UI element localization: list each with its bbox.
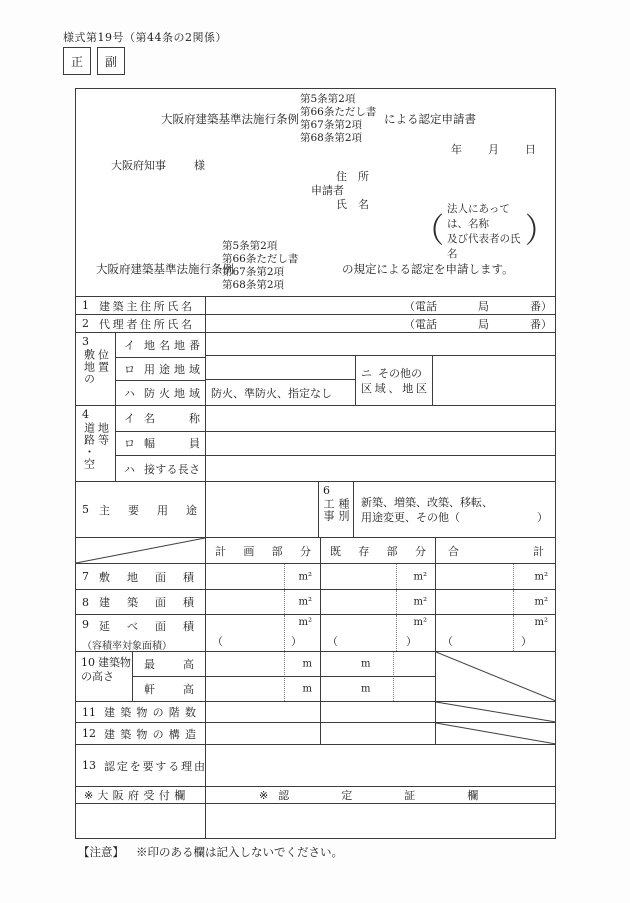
r4-section-cell — [76, 406, 116, 481]
r1-label-cell — [76, 297, 206, 314]
r8-number: 8 — [82, 595, 89, 609]
phone-open: （電話 — [404, 299, 437, 313]
unit-m2: m² — [298, 571, 312, 582]
r4-c-value-cell — [206, 455, 555, 481]
date-month-label: 月 — [488, 143, 499, 156]
receipt-label: 大阪府受付欄 — [97, 789, 186, 802]
r11-label: 建築物の階数 — [104, 706, 196, 719]
r4-a-value-cell — [206, 406, 555, 431]
r6-value-cell — [354, 482, 556, 537]
r4-c-label-cell — [116, 455, 205, 481]
unit-m2: m² — [413, 571, 427, 582]
r4-b-label: 幅員 — [144, 437, 200, 451]
r9-total-cell — [436, 615, 556, 651]
r1-phone-field — [404, 298, 556, 314]
r10-total-cell — [436, 652, 556, 701]
unit-m2: m² — [534, 596, 548, 608]
r6-label-cell — [319, 482, 354, 537]
r8-label-cell — [76, 590, 206, 614]
declaration-ordinance: 大阪府建築基準法施行条例 — [96, 262, 234, 276]
r4-b-key: ロ — [124, 437, 135, 451]
phone-exchange: 局 — [478, 317, 489, 331]
unit-m2: m² — [413, 617, 427, 628]
r5-label: 主要用途 — [99, 503, 197, 517]
date-field — [451, 141, 536, 157]
r3-d-label-cell — [356, 356, 433, 405]
table-row-12 — [76, 722, 555, 744]
r3-b-key: ロ — [124, 362, 135, 376]
table-row-3 — [76, 332, 555, 405]
r4-b-value-cell — [206, 431, 555, 456]
r2-value-cell — [206, 315, 556, 332]
r9-sublabel: （容積率対象面積） — [82, 641, 172, 652]
table-row-5-6 — [76, 481, 555, 537]
r10-eaves-label-cell: 軒高 — [133, 676, 205, 701]
r10-max-existing-cell — [321, 652, 435, 676]
col-header-existing: 既存部分 — [321, 538, 436, 563]
r4-value-area — [206, 406, 555, 481]
r13-value-cell — [206, 745, 556, 786]
unit-m: m — [361, 683, 371, 695]
r11-label-cell — [76, 702, 206, 722]
r4-a-label-cell — [116, 406, 205, 431]
r9-label-cell — [76, 615, 206, 651]
table-row-9 — [76, 614, 555, 651]
r10-sub-col — [133, 652, 206, 701]
r3-section-cell — [76, 333, 116, 405]
r12-total-cell — [436, 723, 556, 744]
table-row-8 — [76, 589, 555, 614]
form-table — [76, 296, 555, 839]
r10-number: 10 — [81, 656, 95, 669]
r9-planned-cell — [206, 615, 321, 651]
reference-mark: ※ — [259, 788, 269, 802]
bracket-close: ） — [525, 211, 555, 252]
r12-existing-cell — [321, 723, 436, 744]
form-number: 様式第19号（第44条の2関係） — [63, 31, 227, 44]
r12-planned-cell — [206, 723, 321, 744]
r10-planned-col — [206, 652, 321, 701]
ordinance-name: 大阪府建築基準法施行条例 — [161, 112, 299, 126]
r10-label-cell — [76, 652, 133, 701]
r4-c-key: ハ — [124, 462, 135, 476]
corporate-note-line2: 及び代表者の氏名 — [447, 233, 521, 260]
r3-b-value-cell — [206, 356, 355, 380]
r5-value-cell — [206, 482, 319, 537]
article-list — [300, 93, 376, 145]
applicant-label: 申請者 — [311, 184, 344, 197]
r10-label: 建築物の高さ — [81, 656, 131, 683]
r11-planned-cell — [206, 702, 321, 722]
unit-m2: m² — [298, 596, 312, 608]
reference-mark: ※ — [84, 788, 94, 802]
r2-phone-field — [404, 316, 556, 332]
address-label: 住 所 — [336, 170, 369, 183]
r7-existing-cell — [321, 564, 436, 589]
r5-label-cell — [76, 482, 206, 537]
r13-number: 13 — [82, 759, 96, 772]
r8-planned-cell — [206, 590, 321, 614]
certificate-label: 認定証欄 — [278, 789, 479, 802]
footer-note — [78, 844, 343, 860]
phone-exchange: 局 — [478, 299, 489, 313]
r8-total-cell — [436, 590, 556, 614]
certificate-cell — [206, 787, 556, 803]
article-item: 第5条第2項 — [222, 240, 278, 252]
footer-note-label: 【注意】 — [78, 845, 124, 859]
addressee — [111, 157, 205, 173]
r3-b-label: 用途地域 — [144, 362, 200, 376]
phone-open: （電話 — [404, 317, 437, 331]
addressee-name: 大阪府知事 — [111, 159, 166, 172]
col-header-planned: 計画部分 — [206, 538, 321, 563]
r1-number: 1 — [82, 299, 89, 312]
r12-number: 12 — [82, 727, 96, 740]
header-diagonal-cell — [76, 538, 206, 563]
application-title-suffix: による認定申請書 — [384, 112, 476, 126]
r3-a-label: 地名地番 — [144, 338, 200, 352]
r10-existing-col — [321, 652, 436, 701]
r9-number: 9 — [82, 618, 89, 631]
r3-vertical-label: 敷地の位置 — [82, 349, 110, 385]
r2-label-cell — [76, 315, 206, 332]
bottom-empty-row — [76, 803, 555, 839]
r3-d-key: ニ — [361, 366, 372, 380]
r3-bc-values — [206, 356, 356, 405]
r9-label: 延べ面積 — [99, 620, 194, 633]
receipt-header-row — [76, 786, 555, 803]
r2-number: 2 — [82, 317, 89, 330]
r4-a-key: イ — [124, 412, 135, 426]
unit-m2: m² — [534, 617, 548, 628]
table-row-13 — [76, 744, 555, 786]
r3-value-area — [206, 333, 556, 405]
r4-b-label-cell — [116, 431, 205, 456]
copy-duplicate-box: 副 — [97, 47, 125, 75]
r8-existing-cell — [321, 590, 436, 614]
unit-m: m — [302, 683, 312, 695]
phone-close: 番） — [530, 299, 552, 313]
table-row-1 — [76, 296, 555, 314]
article-item: 第68条第2項 — [222, 279, 285, 291]
r3-d-value-cell — [433, 356, 556, 405]
r3-a-value-cell — [206, 333, 556, 356]
paren-open: （ — [327, 635, 338, 648]
r10-max-planned-cell — [206, 652, 320, 676]
table-row-4 — [76, 405, 555, 481]
paren-close: ） — [291, 635, 302, 648]
r3-b-label-cell — [116, 357, 205, 381]
r1-value-cell — [206, 297, 556, 314]
r3-a-label-cell — [116, 333, 205, 357]
r9-existing-cell — [321, 615, 436, 651]
phone-close: 番） — [530, 317, 552, 331]
r10-eaves-planned-cell — [206, 676, 320, 701]
r3-number: 3 — [82, 335, 89, 348]
unit-m2: m² — [298, 617, 312, 628]
r6-value-line2: 用途変更、その他（ ） — [361, 510, 548, 524]
r7-label: 敷地面積 — [99, 570, 194, 584]
certificate-stamp-area — [206, 804, 556, 839]
r12-label: 建築物の構造 — [104, 727, 196, 741]
r5-number: 5 — [82, 503, 89, 516]
r3-d-label-line2: 区域、地区 — [361, 381, 427, 395]
r12-label-cell — [76, 723, 206, 744]
r6-value-line1: 新築、増築、改築、移転、 — [361, 495, 493, 509]
paren-close: ） — [521, 635, 532, 648]
r11-number: 11 — [82, 705, 96, 719]
unit-m: m — [302, 658, 312, 670]
r7-number: 7 — [82, 570, 89, 583]
r3-d-label-line1: その他の — [378, 366, 422, 380]
bracket-open: （ — [414, 211, 444, 252]
r10-max-label-cell: 最高 — [144, 658, 194, 672]
article-item: 第66条ただし書 — [300, 106, 377, 118]
r4-c-label: 接する長さ — [144, 462, 200, 476]
r6-vertical-label: 工事種別 — [322, 498, 350, 522]
table-row-2 — [76, 314, 555, 332]
name-label: 氏 名 — [336, 198, 369, 211]
declaration-suffix: の規定による認定を申請します。 — [342, 262, 514, 276]
article-item: 第67条第2項 — [300, 119, 363, 131]
table-row-10 — [76, 651, 555, 701]
r7-label-cell — [76, 564, 206, 589]
paren-open: （ — [212, 635, 223, 648]
unit-m: m — [361, 658, 371, 670]
r11-existing-cell — [321, 702, 436, 722]
article-item: 第68条第2項 — [300, 132, 363, 144]
receipt-stamp-area — [76, 804, 206, 839]
r7-total-cell — [436, 564, 556, 589]
article-item: 第5条第2項 — [300, 93, 356, 105]
r13-label: 認定を要する理由 — [104, 759, 205, 773]
article-item: 第66条ただし書 — [222, 253, 299, 265]
paren-close: ） — [406, 635, 417, 648]
r8-label: 建築面積 — [99, 596, 194, 609]
r3-c-key: ハ — [124, 387, 135, 401]
declaration-article-list — [222, 240, 298, 292]
unit-m2: m² — [413, 596, 427, 608]
col-header-total: 合計 — [448, 544, 544, 558]
unit-m2: m² — [534, 571, 548, 582]
copy-original-box: 正 — [63, 47, 91, 75]
application-form — [75, 88, 556, 839]
form-header — [76, 89, 555, 296]
date-year-label: 年 — [451, 143, 462, 156]
paren-open: （ — [442, 635, 453, 648]
date-day-label: 日 — [525, 143, 536, 156]
addressee-honorific: 様 — [194, 159, 205, 172]
r4-number: 4 — [82, 408, 89, 421]
footer-note-text: ※印のある欄は記入しないでください。 — [136, 845, 343, 859]
r1-label: 建築主住所氏名 — [99, 299, 192, 313]
r11-total-cell — [436, 702, 556, 722]
r3-c-label: 防火地域 — [144, 387, 200, 401]
r4-a-label: 名称 — [144, 412, 200, 426]
r4-vertical-label: 道路・空地等 — [82, 422, 110, 470]
r3-a-key: イ — [124, 338, 135, 352]
column-header-row — [76, 537, 555, 563]
corporate-note-line1: 法人にあっては、名称 — [447, 203, 510, 230]
r2-label: 代理者住所氏名 — [99, 317, 192, 331]
r3-c-value: 防火、準防火、指定なし — [211, 386, 332, 400]
r6-number: 6 — [323, 484, 330, 497]
r3-sublabel-col — [116, 333, 206, 405]
r10-eaves-existing-cell — [321, 676, 435, 701]
table-row-11 — [76, 701, 555, 722]
r4-sublabel-col — [116, 406, 206, 481]
r7-planned-cell — [206, 564, 321, 589]
article-item: 第67条第2項 — [222, 266, 285, 278]
r3-c-label-cell — [116, 380, 205, 405]
corporate-note — [414, 202, 555, 262]
r13-label-cell — [76, 745, 206, 786]
table-row-7 — [76, 563, 555, 589]
prefecture-receipt-cell — [76, 787, 206, 803]
